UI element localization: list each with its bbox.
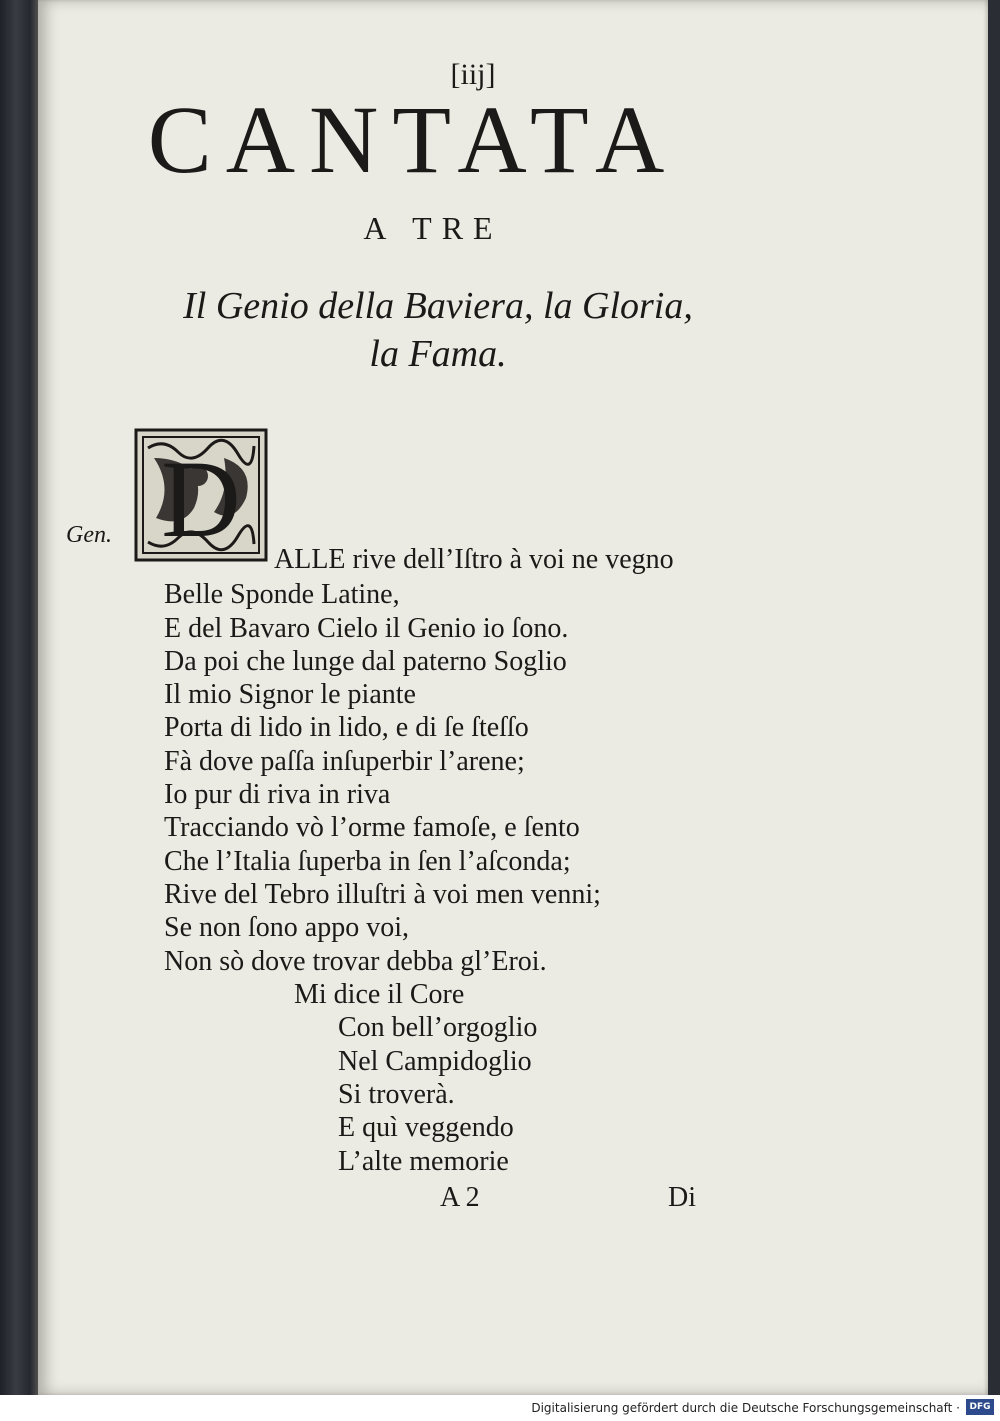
page-right-edge (988, 0, 1000, 1395)
book-binding-edge (0, 0, 40, 1395)
footer-credit: Digitalisierung gefördert durch die Deutsche Forschungsgemeinschaft · (531, 1401, 960, 1415)
verse-line: Mi dice il Core (294, 979, 465, 1010)
verse-line: L’alte memorie (338, 1146, 509, 1177)
character-line-2: la Fama. (369, 333, 507, 375)
verse-line: Se non ſono appo voi, (164, 912, 409, 943)
verse-line: Porta di lido in lido, e di ſe ſteſſo (164, 712, 529, 743)
verse-line: ALLE rive dell’Iſtro à voi ne vegno (274, 544, 674, 575)
signature-mark: A 2 (440, 1182, 480, 1213)
verse-line: Si troverà. (338, 1079, 455, 1110)
verse-line: E quì veggendo (338, 1112, 514, 1143)
page-number: [iij] (450, 58, 496, 91)
verse-line: Non sò dove trovar debba gl’Eroi. (164, 946, 547, 977)
verse-line: Il mio Signor le piante (164, 679, 416, 710)
catchword: Di (668, 1182, 696, 1213)
verse-line: E del Bavaro Cielo il Genio io ſono. (164, 613, 569, 644)
dfg-logo-icon: DFG (966, 1399, 994, 1415)
verse-line: Con bell’orgoglio (338, 1012, 538, 1043)
speaker-label: Gen. (66, 522, 112, 548)
verse-line: Fà dove paſſa inſuperbir l’arene; (164, 746, 525, 777)
verse-line: Belle Sponde Latine, (164, 579, 400, 610)
verse-line: Che l’Italia ſuperba in ſen l’aſconda; (164, 846, 571, 877)
verse-line: Io pur di riva in riva (164, 779, 391, 810)
verse-line: Rive del Tebro illuſtri à voi men venni; (164, 879, 601, 910)
verse-line: Tracciando vò l’orme famoſe, e ſento (164, 812, 580, 843)
character-list (98, 282, 778, 378)
subtitle: A TRE (363, 210, 503, 246)
decorated-initial (134, 428, 268, 562)
page-title: CANTATA (147, 86, 679, 193)
footer-bar (0, 1395, 1000, 1421)
book-page (38, 0, 988, 1395)
verse-line: Nel Campidoglio (338, 1046, 532, 1077)
character-line-1: Il Genio della Baviera, la Gloria, (183, 285, 693, 327)
verse-line: Da poi che lunge dal paterno Soglio (164, 646, 567, 677)
ornament-initial-icon (134, 428, 268, 562)
initial-letter: D (161, 438, 241, 560)
